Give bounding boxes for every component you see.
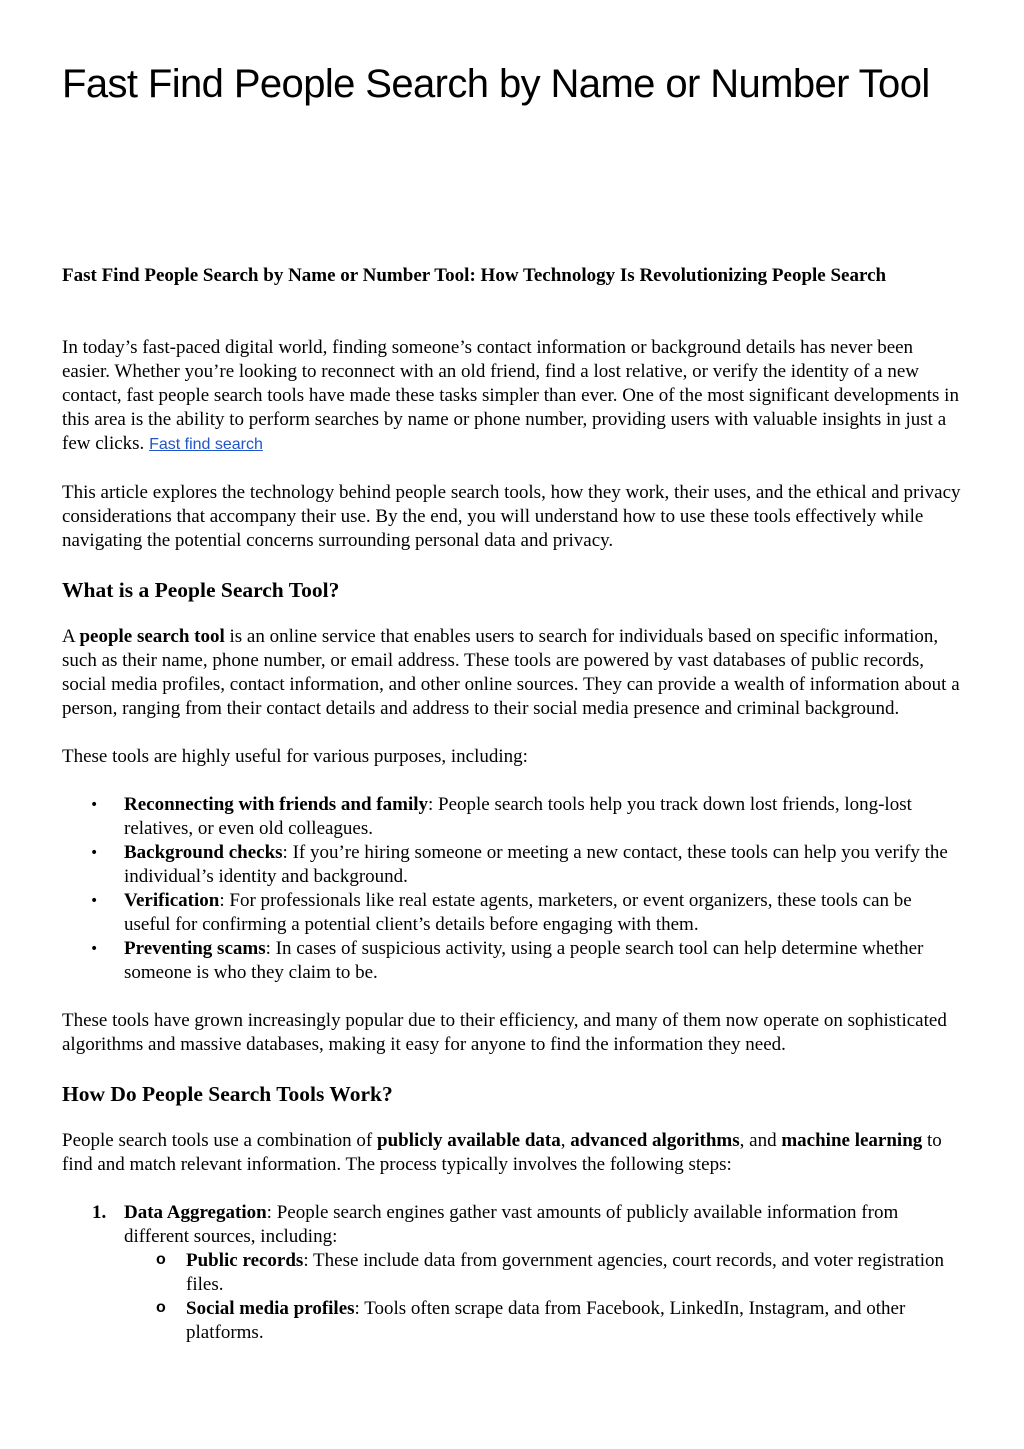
sublist-item-desc: : Tools often scrape data from Facebook, LinkedIn, Instagram, and other platforms.	[186, 1298, 906, 1343]
list-item-desc: : In cases of suspicious activity, using a people search tool can help determine whether someone is who they claim to be.	[124, 938, 924, 983]
section-heading-how-work: How Do People Search Tools Work?	[62, 1082, 393, 1106]
how-intro-term: publicly available data	[377, 1130, 561, 1151]
bullet-marker: •	[90, 893, 99, 909]
how-intro-text: People search tools use a combination of	[62, 1130, 373, 1151]
step-number: 1.	[92, 1202, 107, 1223]
sublist-item-term: Social media profiles	[186, 1298, 355, 1319]
list-item-desc: : For professionals like real estate agents, marketers, or event organizers, these tools can be useful for confirming a potential client’s details before engaging with them.	[124, 890, 912, 935]
definition-paragraph	[62, 625, 962, 721]
article-subtitle: Fast Find People Search by Name or Number Tool: How Technology Is Revolutionizing People Search	[62, 265, 887, 286]
how-intro-text: to find and match relevant information. The process typically involves the following steps:	[62, 1130, 942, 1175]
definition-text: is an online service that enables users to search for individuals based on specific information, such as their name, phone number, or email address. These tools are powered by vast databases of public records, social media profiles, contact information, and other online sources. They can provide a wealth of information about a person, ranging from their contact details and address to their social media presence and criminal background.	[62, 626, 960, 719]
article-body	[62, 336, 962, 1369]
list-item	[62, 841, 962, 889]
sources-sublist	[124, 1249, 962, 1345]
bullet-marker: •	[90, 845, 99, 861]
list-item-term: Background checks	[124, 842, 283, 863]
how-intro-text: ,	[560, 1130, 566, 1151]
bullet-marker: •	[90, 797, 99, 813]
how-intro-paragraph	[62, 1129, 962, 1177]
bullet-marker: •	[90, 941, 99, 957]
list-item-term: Verification	[124, 890, 220, 911]
list-item	[62, 889, 962, 937]
list-item-term: Preventing scams	[124, 938, 266, 959]
step-term: Data Aggregation	[124, 1202, 267, 1223]
intro-text: In today’s fast-paced digital world, finding someone’s contact information or background details has never been easier. Whether you’re looking to reconnect with an old friend, find a lost relative, or verify the identity of a new contact, fast people search tools have made these tasks simpler than ever. One of the most significant developments in this area is the ability to perform searches by name or phone number, providing users with valuable insights in just a few clicks.	[62, 337, 959, 454]
list-item	[62, 793, 962, 841]
sub-bullet-marker: o	[156, 1299, 166, 1316]
how-intro-text: , and	[739, 1130, 777, 1151]
list-item-desc: : People search tools help you track down lost friends, long-lost relatives, or even old colleagues.	[124, 794, 912, 839]
sublist-item	[124, 1297, 962, 1345]
definition-article: A	[62, 626, 75, 647]
list-item-term: Reconnecting with friends and family	[124, 794, 428, 815]
list-item-desc: : If you’re hiring someone or meeting a new contact, these tools can help you verify the individual’s identity and background.	[124, 842, 948, 887]
sublist-item-desc: : These include data from government agencies, court records, and voter registration files.	[186, 1250, 945, 1295]
sublist-item-term: Public records	[186, 1250, 304, 1271]
intro-paragraph	[62, 336, 962, 457]
overview-paragraph: This article explores the technology behind people search tools, how they work, their uses, and the ethical and privacy considerations that accompany their use. By the end, you will understand how to use these tools effectively while navigating the potential concerns surrounding personal data and privacy.	[62, 482, 961, 551]
steps-list	[62, 1201, 962, 1345]
how-intro-term: machine learning	[781, 1130, 923, 1151]
closing-paragraph: These tools have grown increasingly popular due to their efficiency, and many of them now operate on sophisticated algorithms and massive databases, making it easy for anyone to find the information they need.	[62, 1010, 947, 1055]
how-intro-term: advanced algorithms	[570, 1130, 740, 1151]
purposes-intro: These tools are highly useful for various purposes, including:	[62, 746, 528, 767]
purposes-list	[62, 793, 962, 985]
step-item	[62, 1201, 962, 1345]
sub-bullet-marker: o	[156, 1251, 166, 1268]
sublist-item	[124, 1249, 962, 1297]
section-heading-what-is: What is a People Search Tool?	[62, 578, 340, 602]
document-title: Fast Find People Search by Name or Number Tool	[62, 62, 930, 106]
list-item	[62, 937, 962, 985]
document-page	[62, 56, 962, 1343]
definition-term: people search tool	[79, 626, 225, 647]
fast-find-search-link[interactable]: Fast find search	[149, 436, 263, 453]
step-desc: : People search engines gather vast amounts of publicly available information from different sources, including:	[124, 1202, 899, 1247]
